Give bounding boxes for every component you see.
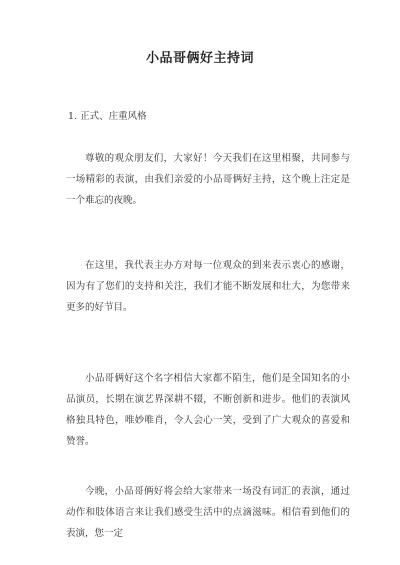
document-title: 小品哥俩好主持词	[145, 51, 254, 66]
paragraph-4: 今晚，小品哥俩好将会给大家带来一场没有词汇的表演，通过动作和肢体语言来让我们感受生活中的点滴滋味。相信看到他们的表演，您一定	[66, 486, 350, 539]
paragraph-1: 尊敬的观众朋友们，大家好！今天我们在这里相聚，共同参与一场精彩的表演，由我们亲爱的小品哥俩好主持，这个晚上注定是一个难忘的夜晚。	[66, 153, 350, 206]
section-heading: 1. 正式、庄重风格	[68, 111, 147, 122]
paragraph-2: 在这里，我代表主办方对每一位观众的到来表示衷心的感谢，因为有了您们的支持和关注，我们才能不断发展和壮大，为您带来更多的好节目。	[66, 260, 350, 313]
paragraph-3: 小品哥俩好这个名字相信大家都不陌生，他们是全国知名的小品演员，长期在演艺界深耕不辍，不断创新和进步。他们的表演风格独具特色，唯妙唯肖，令人会心一笑，受到了广大观众的喜爱和赞誉。	[66, 373, 350, 447]
